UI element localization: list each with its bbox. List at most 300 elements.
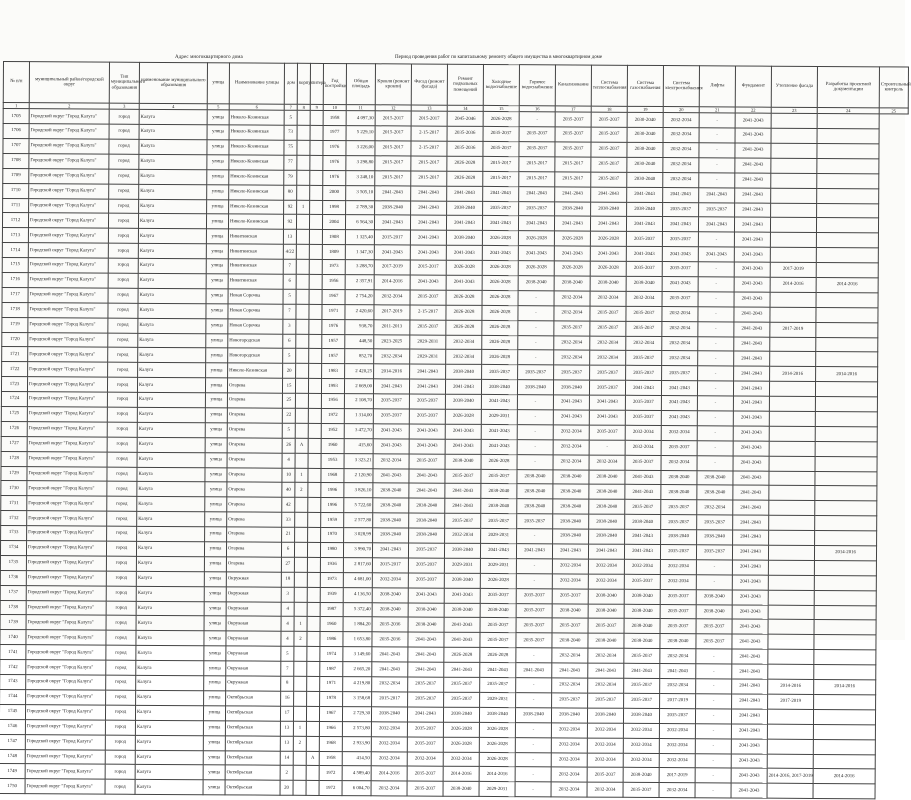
table-cell: улица [204,542,226,557]
table-cell: 2041-2043 [447,186,483,201]
table-cell: 2038-2040 [589,470,625,485]
table-cell: 2038-2040 [443,781,479,796]
table-cell: 7 [283,304,296,319]
table-cell: 2015-2017 [555,172,591,187]
table-cell: 2032-2034 [588,648,624,663]
table-cell: 1738 [0,600,26,615]
table-cell: Огарева [227,467,282,482]
table-cell: - [517,529,553,544]
table-cell: 2038-2040 [626,276,662,291]
table-cell: 2038-2040 [660,634,696,649]
table-cell: 1732 [1,511,27,526]
table-cell: 2035-2036 [447,126,483,141]
table-cell: Николо-Козинская [229,185,284,200]
table-cell: 2032-2034 [371,721,407,736]
table-cell: улица [206,363,228,378]
table-cell: 2035-2037 [552,618,588,633]
table-cell: город [109,139,139,154]
table-cell: город [106,556,136,571]
table-cell: 2015-2017 [372,558,408,573]
table-cell: улица [207,110,229,125]
table-cell: улица [206,214,228,229]
table-cell [767,724,813,739]
table-cell: 2032-2034 [553,455,589,470]
table-cell: Калуга [138,303,206,318]
table-cell: 2041-2043 [731,753,767,768]
table-cell: 2032-2034 [661,455,697,470]
table-cell: улица [206,304,228,319]
table-cell: Калуга [135,765,203,780]
table-cell: 2032-2034 [446,335,482,350]
table-cell: 7 [281,661,294,676]
table-cell: 18 [281,572,294,587]
table-cell: 2035-2037 [625,410,661,425]
table-cell: 2035-2037 [518,365,554,380]
table-cell: 2041-2043 [733,530,769,545]
table-cell: 1717 [2,287,28,302]
table-cell: - [695,768,731,783]
table-cell: 1967 [322,289,345,304]
table-cell [813,709,875,724]
table-cell: 2038-2040 [624,634,660,649]
table-cell: - [519,112,555,127]
table-cell: 3 298,80 [346,155,375,170]
table-cell [296,230,309,245]
table-cell: 2026-2028 [480,648,516,663]
table-cell: 1725 [1,407,27,422]
table-cell: - [516,678,552,693]
table-cell: 2041-2043 [732,649,768,664]
table-cell: 2 120,90 [344,468,373,483]
table-cell: 2 577,80 [344,513,373,528]
table-cell: 2026-2028 [482,350,518,365]
table-cell: 2030-2040 [627,113,663,128]
table-cell: 2032-2034 [443,752,479,767]
table-cell: Огарева [227,378,282,393]
table-cell: 2041-2043 [734,366,770,381]
table-cell: 1713 [2,228,28,243]
table-cell: 2038-2040 [408,603,444,618]
table-cell: улица [206,289,228,304]
table-cell: 2041-2043 [698,217,734,232]
table-cell: Городской округ "Город Калуга" [29,109,109,124]
table-cell: Городской округ "Город Калуга" [26,570,106,585]
table-cell: 4 589,40 [342,766,371,781]
table-cell: 2041-2043 [625,529,661,544]
table-cell: - [696,679,732,694]
table-cell: 2035-2037 [409,409,445,424]
column-header: Канализование [555,65,591,106]
table-cell: - [517,454,553,469]
table-cell: 1976 [323,170,346,185]
table-cell: город [107,482,137,497]
table-cell: - [516,648,552,663]
table-cell: 2032-2034 [661,425,697,440]
table-cell: Калуга [139,184,207,199]
table-cell: Калуга [136,646,204,661]
column-header: Разработка проектной документации [817,66,879,107]
table-cell: - [698,336,734,351]
table-cell: 2015-2017 [555,157,591,172]
table-cell: 1968 [319,736,342,751]
table-cell [769,441,815,456]
table-cell: 2 665,20 [343,662,372,677]
table-cell: 2041-2043 [444,618,480,633]
table-cell [816,292,878,307]
table-cell: 2038-2040 [623,768,659,783]
table-cell: Октябрьская [225,721,280,736]
table-cell [310,200,323,215]
table-cell: 2041-2043 [733,381,769,396]
table-cell [295,393,308,408]
table-cell: 2041-2043 [731,768,767,783]
column-number: 22 [735,107,771,113]
table-cell: - [515,722,551,737]
table-cell: 1959 [321,513,344,528]
table-cell [817,188,879,203]
table-cell: 1967 [319,706,342,721]
table-cell: 1742 [0,660,26,675]
table-cell [307,647,320,662]
table-cell: Калуга [137,497,205,512]
table-cell [306,736,319,751]
table-cell: улица [206,348,228,363]
table-cell: 2035-2037 [590,321,626,336]
table-cell: Калуга [139,154,207,169]
table-cell: город [106,645,136,660]
table-cell: 2026-2028 [447,171,483,186]
table-cell: 2038-2040 [373,528,409,543]
table-cell: 1809 [322,245,345,260]
table-cell: 2032-2034 [662,336,698,351]
table-cell [309,245,322,260]
table-cell: 2041-2043 [661,396,697,411]
table-cell: - [697,455,733,470]
table-cell: 1 884,20 [343,617,372,632]
table-cell [307,662,320,677]
table-cell: 2032-2034 [663,128,699,143]
table-cell: 2041-2043 [553,395,589,410]
table-cell: 2038-2040 [589,514,625,529]
table-cell: Городской округ "Город Калуга" [26,585,106,600]
table-cell: 2026-2028 [482,320,518,335]
table-cell [768,620,814,635]
table-cell: 1 [295,468,308,483]
column-header: Фасад (ремонт фасада) [411,64,447,105]
table-cell: 2035-2037 [483,141,519,156]
table-cell: 2035-2037 [626,306,662,321]
table-cell [309,334,322,349]
table-cell: 2017-2019 [770,322,816,337]
table-cell: 2038-2040 [517,469,553,484]
table-cell: город [107,392,137,407]
table-cell [296,349,309,364]
table-cell: 2035-2036 [372,632,408,647]
table-cell: 2011-2013 [374,319,410,334]
table-cell: Калуга [137,407,205,422]
table-cell: город [109,109,139,124]
table-cell: 2004 [322,215,345,230]
table-cell: - [699,173,735,188]
table-cell [813,784,875,799]
table-cell: 2038-2040 [697,530,733,545]
column-number: 14 [447,105,483,111]
table-cell: - [695,753,731,768]
table-cell: 3 288,70 [345,260,374,275]
table-cell: 415,60 [344,438,373,453]
table-cell: Калуга [137,437,205,452]
table-cell [297,155,310,170]
table-cell: 2041-2043 [555,187,591,202]
table-cell: Городской округ "Город Калуга" [29,124,109,139]
table-cell [816,322,878,337]
table-cell: 2041-2043 [626,217,662,232]
table-cell: 2038-2040 [481,499,517,514]
table-cell: 1 325,40 [345,230,374,245]
table-cell: 2035-2037 [591,157,627,172]
table-cell: город [106,571,136,586]
table-cell: 2035-2037 [591,112,627,127]
table-cell: Городской округ "Город Калуга" [27,481,107,496]
table-cell [309,230,322,245]
table-cell: 2041-2043 [445,499,481,514]
table-cell [293,766,306,781]
table-cell: 2032-2034 [662,306,698,321]
column-header: Наименование улицы [229,63,284,104]
table-cell: 1743 [0,675,26,690]
table-cell: город [107,422,137,437]
table-cell: 2038-2040 [518,276,554,291]
table-cell: город [105,720,135,735]
column-number: 8 [297,104,310,110]
table-cell: 1722 [2,362,28,377]
table-cell: 2026-2028 [482,231,518,246]
table-cell: 1958 [323,111,346,126]
table-cell: Калуга [136,541,204,556]
table-cell: 2015-2017 [483,171,519,186]
table-cell: 92 [284,200,297,215]
table-cell: Калуга [137,422,205,437]
table-cell: 1711 [3,198,29,213]
table-cell: 2026-2028 [444,647,480,662]
table-cell: 2014-2016 [374,364,410,379]
table-cell: 1976 [323,140,346,155]
table-cell: Калуга [138,273,206,288]
table-cell: 2035-2037 [407,766,443,781]
table-cell: 2035-2037 [699,202,735,217]
table-cell [293,706,306,721]
table-cell: 1707 [3,138,29,153]
table-cell: 2038-2040 [623,708,659,723]
table-cell: 2035-2037 [408,573,444,588]
table-cell [296,259,309,274]
table-cell: улица [205,467,227,482]
table-cell: 2038-2040 [697,470,733,485]
table-cell: 4 219,80 [343,677,372,692]
table-cell: 5 [281,646,294,661]
table-cell: 1740 [0,630,26,645]
table-cell: 1971 [322,304,345,319]
table-cell: 2038-2040 [517,484,553,499]
table-cell: - [515,767,551,782]
table-cell: 33 [282,512,295,527]
table-cell: Городской округ "Город Калуга" [26,541,106,556]
table-cell: Николо-Козинская [229,140,284,155]
table-cell: 1956 [321,394,344,409]
table-cell [294,691,307,706]
table-cell: Огарева [227,527,282,542]
table-cell [306,781,319,796]
table-cell: 2035-2037 [696,545,732,560]
table-cell [307,572,320,587]
table-cell: 2026-2028 [479,737,515,752]
table-cell: 2035-2037 [445,513,481,528]
table-cell [309,274,322,289]
column-header: муниципальный район/городской округ [29,62,109,103]
table-cell: Городской округ "Город Калуга" [26,675,106,690]
table-cell: 2038-2040 [555,201,591,216]
table-cell: 2041-2043 [589,395,625,410]
table-cell [769,471,815,486]
table-cell: 1956 [322,274,345,289]
table-cell: 2035-2037 [660,589,696,604]
table-cell: 2041-2043 [407,707,443,722]
table-cell [768,635,814,650]
table-cell: 2041-2043 [735,128,771,143]
table-cell: 2035-2036 [447,141,483,156]
table-cell: 2029-2031 [481,409,517,424]
table-cell: 2041-2043 [734,217,770,232]
table-cell: 1726 [1,421,27,436]
table-cell: 2035-2037 [626,232,662,247]
table-cell: 1987 [320,602,343,617]
table-cell: 5 [283,349,296,364]
table-cell: 2035-2037 [663,202,699,217]
table-cell: 1978 [320,691,343,706]
table-cell: Калуга [137,392,205,407]
column-header: Год постройки [323,63,346,104]
table-cell: 2026-2028 [482,275,518,290]
table-cell [310,155,323,170]
table-cell: 2041-2043 [446,216,482,231]
table-cell [307,676,320,691]
table-cell: 2041-2043 [625,485,661,500]
table-cell: 2038-2040 [375,200,411,215]
table-cell: 1748 [0,749,25,764]
table-cell: 3 505,10 [346,185,375,200]
table-cell: город [108,288,138,303]
table-cell: 2041-2043 [516,663,552,678]
table-cell: 2035-2037 [554,365,590,380]
table-cell: город [106,675,136,690]
table-cell: 2 729,30 [342,706,371,721]
table-cell: 2026-2028 [482,305,518,320]
table-cell: 2041-2043 [732,634,768,649]
table-cell: 1733 [1,526,27,541]
table-cell: 2038-2040 [590,276,626,291]
table-cell: 2038-2040 [625,515,661,530]
table-cell [296,304,309,319]
table-cell: Огарева [227,393,282,408]
table-cell: 1952 [321,423,344,438]
table-cell: 2032-2034 [590,336,626,351]
table-cell: Октябрьская [225,765,280,780]
table-cell: 1993 [321,379,344,394]
table-cell [770,247,816,262]
table-cell: Окружная [226,661,281,676]
table-cell: 3 472,70 [344,423,373,438]
table-cell [294,557,307,572]
table-cell: - [696,575,732,590]
table-cell: город [109,199,139,214]
table-cell: - [699,113,735,128]
table-cell: 20 [283,364,296,379]
table-cell: 2041-2043 [732,575,768,590]
table-cell: улица [205,378,227,393]
table-cell [295,423,308,438]
table-cell [294,602,307,617]
table-cell [813,739,875,754]
table-cell: 2030-2040 [627,127,663,142]
table-cell: 2032-2034 [551,737,587,752]
table-cell: - [696,664,732,679]
table-cell: 2026-2028 [446,260,482,275]
column-number: 6 [229,104,284,111]
table-cell: город [109,124,139,139]
table-cell: 2041-2043 [409,379,445,394]
table-cell: 2041-2043 [626,247,662,262]
table-cell [309,319,322,334]
table-cell: 2038-2040 [553,499,589,514]
table-cell: 1 347,30 [345,245,374,260]
table-cell: улица [207,170,229,185]
table-cell [297,170,310,185]
table-cell: 2041-2043 [588,663,624,678]
table-cell: 2041-2043 [662,277,698,292]
table-cell [308,408,321,423]
table-cell: 2 [295,483,308,498]
table-cell [296,364,309,379]
table-cell [296,274,309,289]
table-cell: 2038-2040 [481,380,517,395]
table-cell: 2035-2037 [697,515,733,530]
table-cell: 2032-2034 [625,440,661,455]
table-cell: 2041-2043 [735,158,771,173]
table-cell: Городской округ "Город Калуга" [28,213,108,228]
table-cell [768,545,814,560]
table-cell: 2 108,70 [344,394,373,409]
table-cell: 2032-2034 [445,528,481,543]
table-cell: 2035-2037 [481,469,517,484]
table-cell: Огарева [226,557,281,572]
table-cell: - [515,782,551,797]
table-cell [306,766,319,781]
table-cell: 2041-2043 [732,605,768,620]
table-cell: 2041-2043 [445,439,481,454]
table-cell: Городской округ "Город Калуга" [28,302,108,317]
table-cell: улица [207,184,229,199]
table-cell: 2041-2043 [590,217,626,232]
table-cell: 2032-2034 [587,738,623,753]
table-cell: 2041-2043 [734,247,770,262]
table-cell [817,114,879,129]
table-cell: 1966 [319,721,342,736]
table-cell: Городской округ "Город Калуга" [28,288,108,303]
table-cell: Калуга [137,378,205,393]
table-cell: город [108,214,138,229]
table-cell: 2041-2043 [373,439,409,454]
table-cell: 2041-2043 [553,410,589,425]
